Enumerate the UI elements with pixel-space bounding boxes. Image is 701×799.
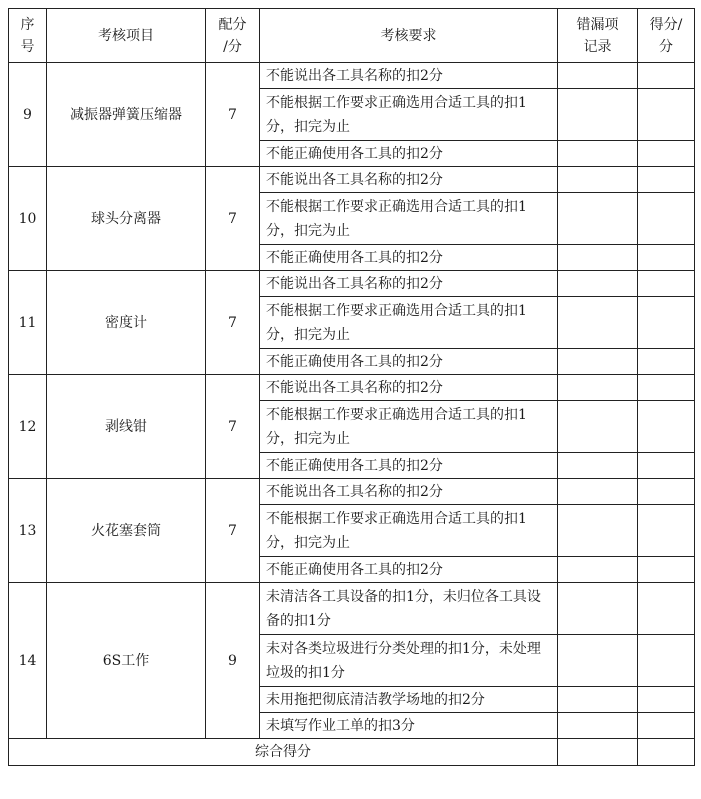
row-score-cell — [638, 297, 695, 349]
row-requirement: 不能根据工作要求正确选用合适工具的扣1分，扣完为止 — [260, 89, 558, 141]
row-score-cell — [638, 687, 695, 713]
row-score-cell — [638, 401, 695, 453]
row-requirement: 不能正确使用各工具的扣2分 — [260, 453, 558, 479]
table-row — [9, 63, 695, 89]
header-item: 考核项目 — [47, 9, 206, 63]
row-score-cell — [638, 245, 695, 271]
row-requirement: 不能正确使用各工具的扣2分 — [260, 245, 558, 271]
row-item: 密度计 — [47, 271, 206, 375]
row-error-record-cell — [558, 297, 638, 349]
row-error-record-cell — [558, 635, 638, 687]
row-score-cell — [638, 479, 695, 505]
assessment-table — [8, 8, 695, 766]
row-error-record-cell — [558, 63, 638, 89]
row-error-record-cell — [558, 713, 638, 739]
row-score-cell — [638, 505, 695, 557]
row-requirement: 不能说出各工具名称的扣2分 — [260, 63, 558, 89]
row-item: 6S工作 — [47, 583, 206, 739]
row-score-cell — [638, 557, 695, 583]
row-error-record-cell — [558, 401, 638, 453]
header-score: 配分 /分 — [206, 9, 260, 63]
row-requirement: 不能说出各工具名称的扣2分 — [260, 479, 558, 505]
header-error-record: 错漏项 记录 — [558, 9, 638, 63]
header-requirement: 考核要求 — [260, 9, 558, 63]
row-error-record-cell — [558, 479, 638, 505]
row-seq: 13 — [9, 479, 47, 583]
row-score-cell — [638, 375, 695, 401]
row-error-record-cell — [558, 687, 638, 713]
row-error-record-cell — [558, 271, 638, 297]
table-row — [9, 375, 695, 401]
header-row — [9, 9, 695, 63]
row-error-record-cell — [558, 375, 638, 401]
row-score-cell — [638, 63, 695, 89]
table-row — [9, 479, 695, 505]
row-requirement: 不能说出各工具名称的扣2分 — [260, 375, 558, 401]
row-requirement: 不能正确使用各工具的扣2分 — [260, 557, 558, 583]
row-seq: 11 — [9, 271, 47, 375]
row-score-cell — [638, 271, 695, 297]
total-row — [9, 739, 695, 766]
row-item: 剥线钳 — [47, 375, 206, 479]
row-requirement: 未填写作业工单的扣3分 — [260, 713, 558, 739]
row-error-record-cell — [558, 557, 638, 583]
row-error-record-cell — [558, 583, 638, 635]
row-requirement: 未用拖把彻底清洁教学场地的扣2分 — [260, 687, 558, 713]
row-requirement: 未对各类垃圾进行分类处理的扣1分，未处理垃圾的扣1分 — [260, 635, 558, 687]
row-requirement: 不能根据工作要求正确选用合适工具的扣1分，扣完为止 — [260, 193, 558, 245]
row-seq: 14 — [9, 583, 47, 739]
table-body — [9, 63, 695, 739]
row-score: 7 — [206, 63, 260, 167]
row-score: 7 — [206, 167, 260, 271]
row-error-record-cell — [558, 193, 638, 245]
row-score-cell — [638, 141, 695, 167]
row-requirement: 不能说出各工具名称的扣2分 — [260, 167, 558, 193]
row-error-record-cell — [558, 453, 638, 479]
row-score-cell — [638, 349, 695, 375]
row-requirement: 不能说出各工具名称的扣2分 — [260, 271, 558, 297]
row-item: 减振器弹簧压缩器 — [47, 63, 206, 167]
row-score-cell — [638, 635, 695, 687]
row-score-cell — [638, 713, 695, 739]
row-score: 9 — [206, 583, 260, 739]
header-got-score: 得分/ 分 — [638, 9, 695, 63]
row-score-cell — [638, 583, 695, 635]
row-score-cell — [638, 453, 695, 479]
header-seq: 序 号 — [9, 9, 47, 63]
row-score-cell — [638, 167, 695, 193]
row-requirement: 不能正确使用各工具的扣2分 — [260, 349, 558, 375]
row-seq: 10 — [9, 167, 47, 271]
row-score-cell — [638, 89, 695, 141]
row-requirement: 不能根据工作要求正确选用合适工具的扣1分，扣完为止 — [260, 505, 558, 557]
row-requirement: 不能正确使用各工具的扣2分 — [260, 141, 558, 167]
row-error-record-cell — [558, 349, 638, 375]
row-item: 球头分离器 — [47, 167, 206, 271]
row-score: 7 — [206, 271, 260, 375]
row-error-record-cell — [558, 141, 638, 167]
table-row — [9, 271, 695, 297]
row-requirement: 不能根据工作要求正确选用合适工具的扣1分，扣完为止 — [260, 401, 558, 453]
row-item: 火花塞套筒 — [47, 479, 206, 583]
table-row — [9, 583, 695, 635]
row-score: 7 — [206, 479, 260, 583]
row-seq: 9 — [9, 63, 47, 167]
row-seq: 12 — [9, 375, 47, 479]
total-score-cell — [638, 739, 695, 766]
total-error-record-cell — [558, 739, 638, 766]
row-error-record-cell — [558, 245, 638, 271]
row-requirement: 不能根据工作要求正确选用合适工具的扣1分，扣完为止 — [260, 297, 558, 349]
row-score: 7 — [206, 375, 260, 479]
row-error-record-cell — [558, 167, 638, 193]
row-requirement: 未清洁各工具设备的扣1分，未归位各工具设备的扣1分 — [260, 583, 558, 635]
total-label: 综合得分 — [9, 739, 558, 766]
table-row — [9, 167, 695, 193]
row-error-record-cell — [558, 89, 638, 141]
row-score-cell — [638, 193, 695, 245]
row-error-record-cell — [558, 505, 638, 557]
